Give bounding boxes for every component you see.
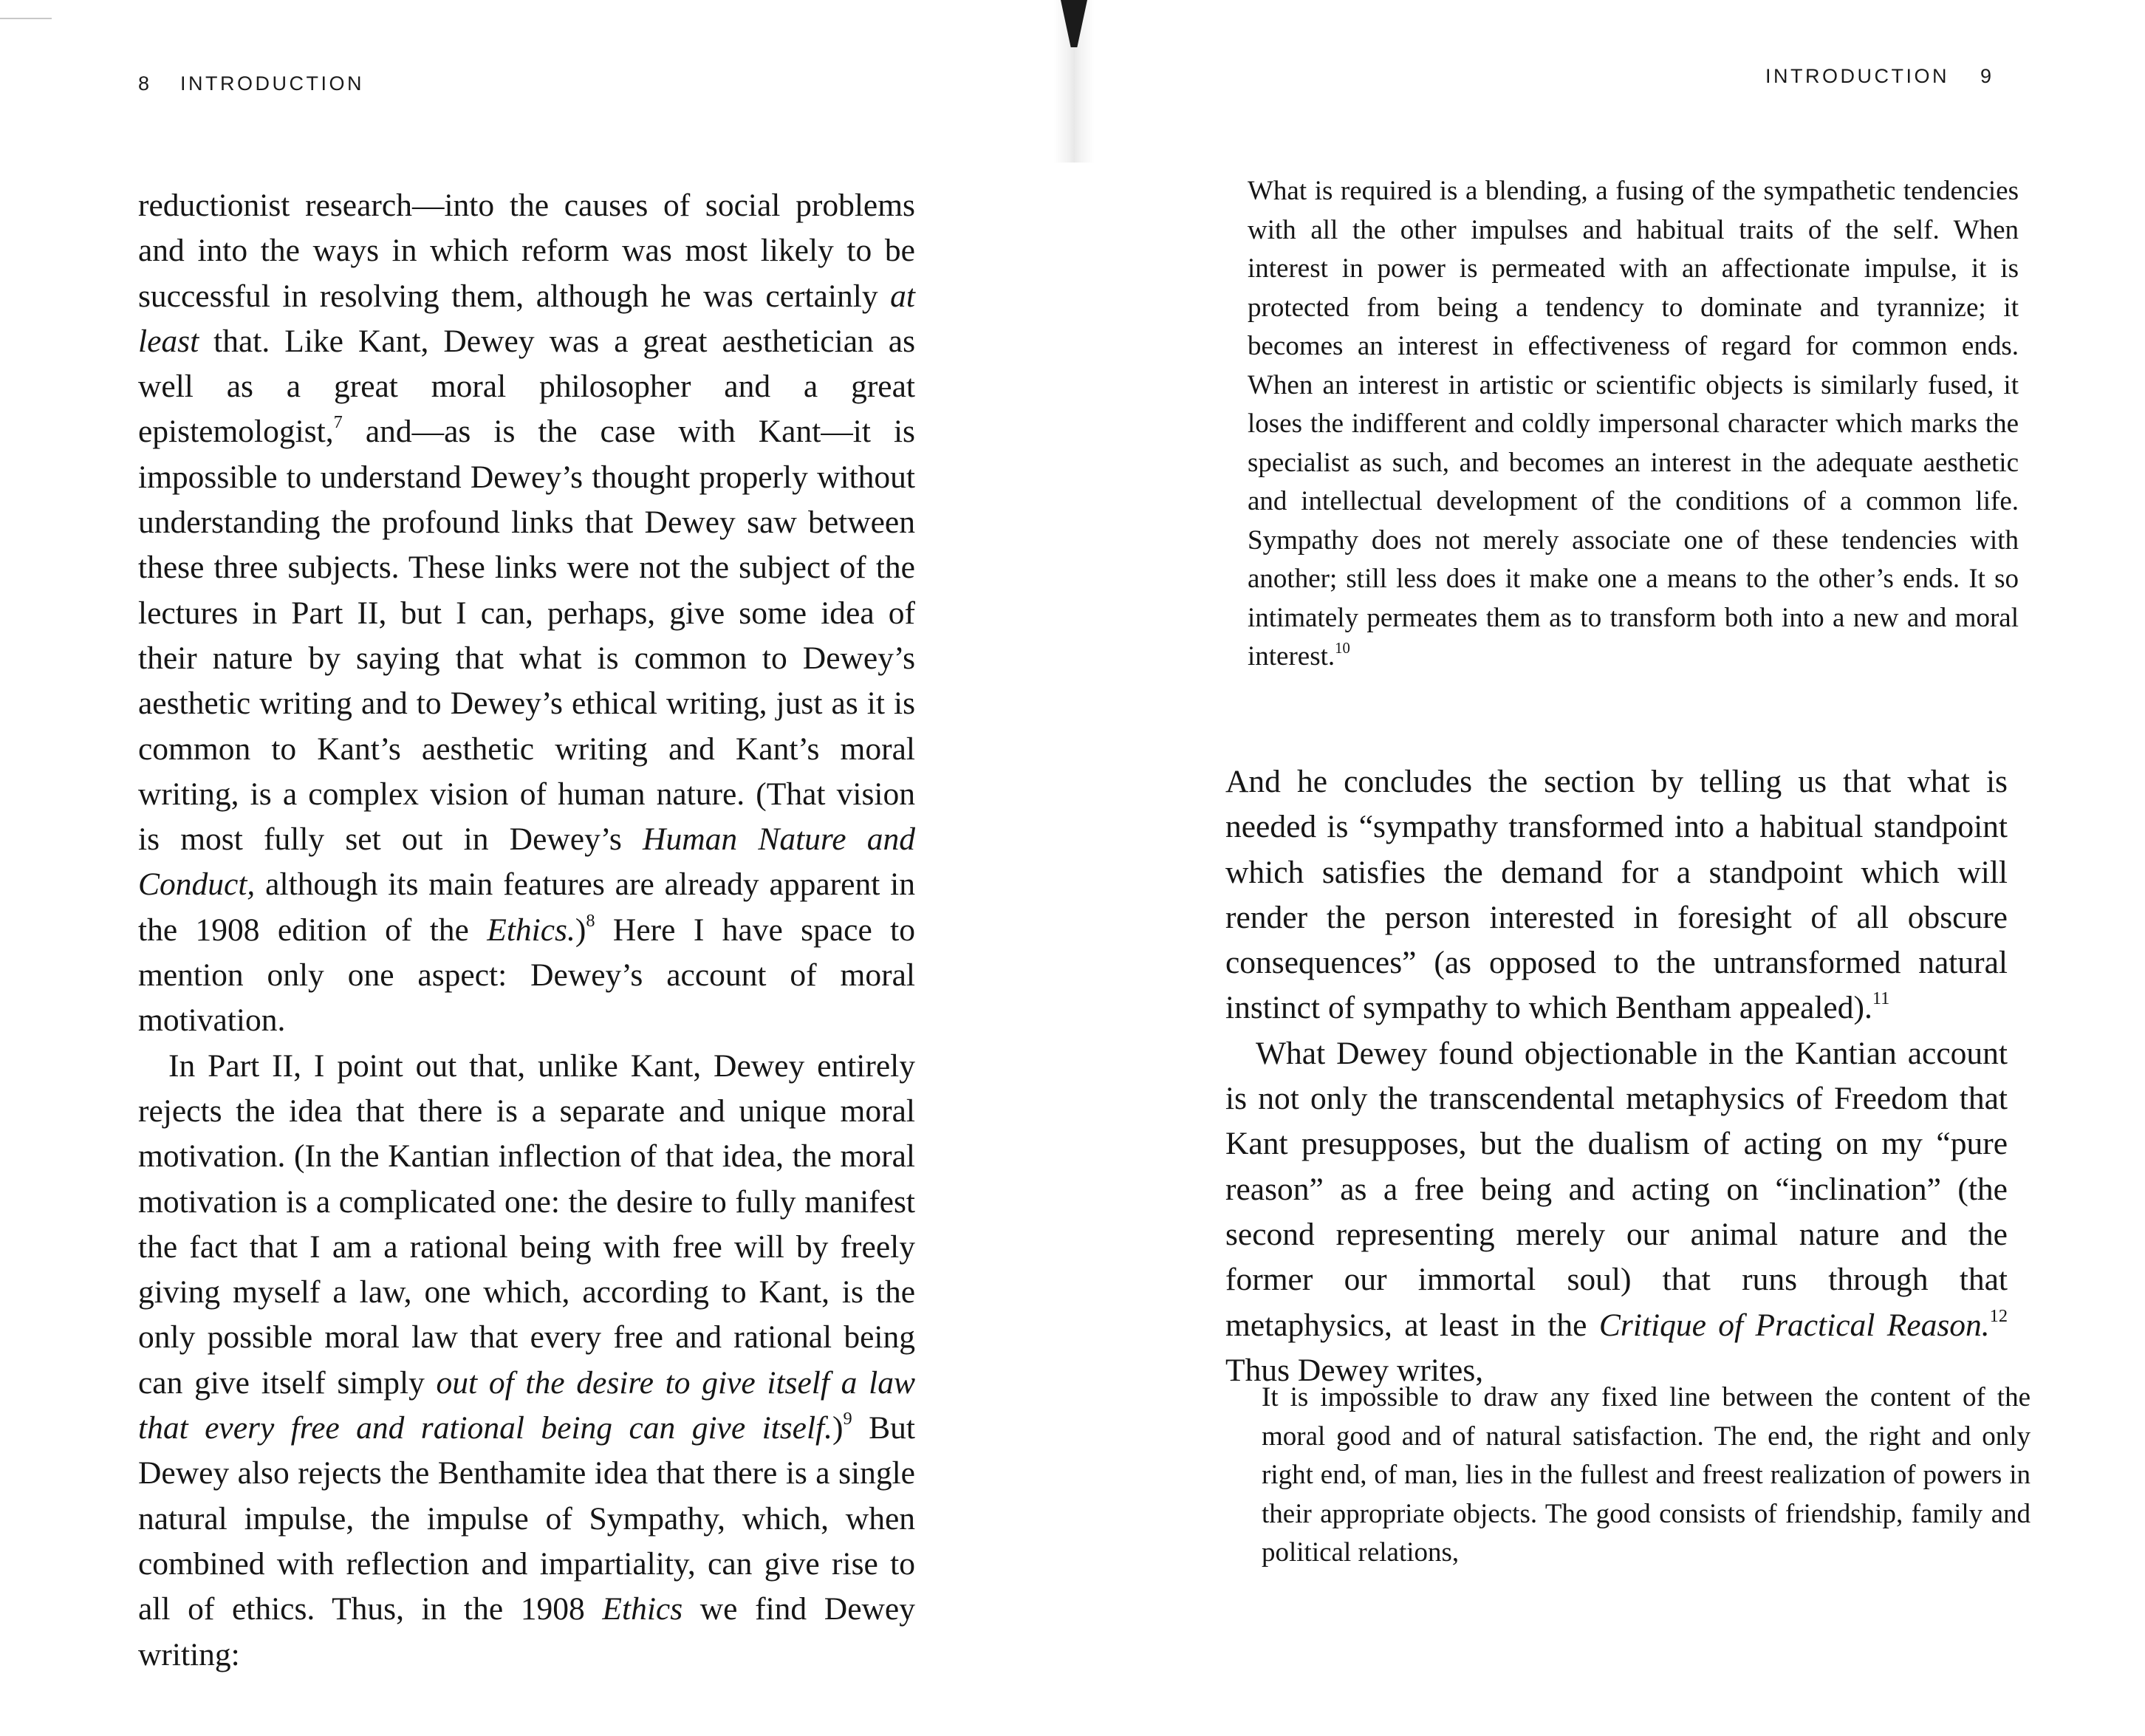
text-run: But Dewey also rejects the Benthamite idea that there is a single natural impulse, the impulse of Sympathy, which, when combined with reflection and impartiality, can give rise to all of ethics. Thus, in the 1908	[138, 1410, 915, 1627]
block-quote-sympathy	[1248, 172, 2019, 677]
paragraph-reductionist-research	[138, 183, 915, 1044]
text-run: and—as is the case with Kant—it is impossible to understand Dewey’s thought properly without understanding the profound links that Dewey saw between these three subjects. These links were not the subject of the lectures in Part II, but I can, perhaps, give some idea of their nature by saying that what is common to Dewey’s aesthetic writing and to Dewey’s ethical writing, just as it is common to Kant’s aesthetic writing and Kant’s moral writing, is a complex vision of human nature. (That vision is most fully set out in Dewey’s	[138, 414, 915, 858]
italic-ethics: Ethics	[602, 1591, 683, 1627]
quote-paragraph	[1248, 172, 2019, 677]
text-run: )	[575, 912, 586, 948]
left-running-head	[138, 72, 364, 95]
text-run: )	[832, 1410, 844, 1446]
footnote-ref-12: 12	[1989, 1305, 2008, 1326]
text-run: And he concludes the section by telling us that what is needed is “sympathy transformed into a habitual standpoint which satisfies the demand for a standpoint which will render the person interested in foresight of all obscure consequences” (as opposed to the untransformed natural instinct of sympathy to which Bentham appealed).	[1225, 764, 2008, 1026]
footnote-ref-9: 9	[843, 1409, 852, 1429]
right-page	[1072, 0, 2145, 1736]
left-page	[0, 0, 1072, 1736]
italic-critique-of-practical-reason: Critique of Practical Reason.	[1598, 1307, 1990, 1343]
right-running-title: INTRODUCTION	[1765, 65, 1949, 87]
italic-ethics: Ethics.	[487, 912, 575, 948]
footnote-ref-10: 10	[1335, 640, 1350, 657]
paragraph-kantian-account	[1225, 1031, 2008, 1393]
footnote-ref-8: 8	[586, 910, 595, 931]
paragraph-concludes-section	[1225, 759, 2008, 1031]
right-running-head	[1765, 65, 1991, 88]
left-page-number: 8	[138, 72, 150, 95]
left-body-text	[138, 183, 915, 1678]
left-running-title: INTRODUCTION	[180, 72, 365, 95]
italic-desire-to-give-itself-a-law: out of the desire to give itself a law that every free and rational being can give itself.	[138, 1364, 915, 1446]
italic-at-least: at least	[138, 278, 915, 359]
quote-paragraph	[1262, 1378, 2031, 1573]
text-run: What Dewey found objectionable in the Kantian account is not only the transcendental metaphysics of Freedom that Kant presupposes, but the dualism of acting on my “pure reason” as a free being and acting on “inclination” (the second representing merely our animal nature and the former our immortal soul) that runs through that metaphysics, at least in the	[1225, 1035, 2008, 1343]
footnote-ref-7: 7	[333, 412, 343, 433]
italic-human-nature-and-conduct: Human Nature and Conduct,	[138, 821, 915, 903]
text-run: Here I have space to mention only one aspect: Dewey’s account of moral motivation.	[138, 912, 915, 1039]
footnote-ref-11: 11	[1872, 988, 1890, 1009]
paragraph-part-ii-moral-motivation	[138, 1044, 915, 1678]
text-run: reductionist research—into the causes of social problems and into the ways in which reform was most likely to be successful in resolving them, although he was certainly	[138, 188, 915, 314]
text-run: Thus Dewey writes,	[1225, 1352, 1484, 1388]
text-run: It is impossible to draw any fixed line between the content of the moral good and of natural satisfaction. The end, the right and only right end, of man, lies in the fullest and freest realization of powers in their appropriate objects. The good consists of friendship, family and political relations,	[1262, 1382, 2031, 1568]
text-run: we find Dewey writing:	[138, 1591, 915, 1672]
right-page-number: 9	[1980, 65, 1992, 87]
text-run: In Part II, I point out that, unlike Kant, Dewey entirely rejects the idea that there is a separate and unique moral motivation. (In the Kantian inflection of that idea, the moral motivation is a complicated one: the desire to fully manifest the fact that I am a rational being with free will by freely giving myself a law, one which, according to Kant, is the only possible moral law that every free and rational being can give itself simply	[138, 1048, 915, 1401]
text-run: What is required is a blending, a fusing of the sympathetic tendencies with all the other impulses and habitual traits of the self. When interest in power is permeated with an affectionate impulse, it is protected from being a tendency to dominate and tyrannize; it becomes an interest in effectiveness of regard for common ends. When an interest in artistic or scientific objects is similarly fused, it loses the indifferent and coldly impersonal character which marks the specialist as such, and becomes an interest in the adequate aesthetic and intellectual development of the conditions of a common life. Sympathy does not merely associate one of these tendencies with another; still less does it make one a means to the other’s ends. It so intimately permeates them as to transform both into a new and moral interest.	[1248, 176, 2019, 671]
text-run: although its main features are already apparent in the 1908 edition of the	[138, 867, 915, 948]
block-quote-moral-good	[1262, 1378, 2031, 1573]
text-run: that. Like Kant, Dewey was a great aesthetician as well as a great moral philosopher and a great epistemologist,	[138, 323, 915, 450]
right-body-text	[1225, 759, 2008, 1393]
